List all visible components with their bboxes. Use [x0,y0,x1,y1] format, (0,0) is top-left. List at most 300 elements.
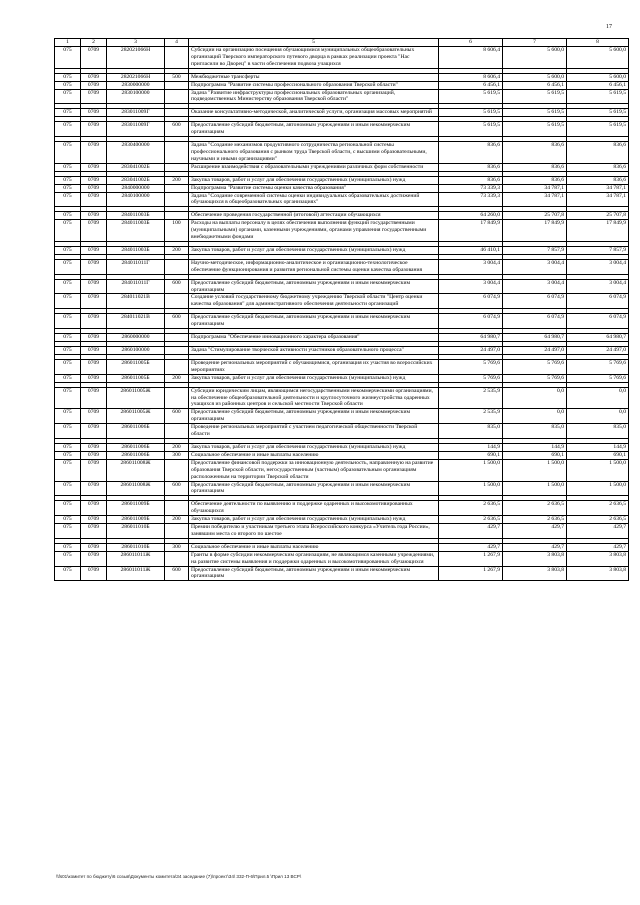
target-article-cell: 286011006Б [107,443,165,451]
admin-code-cell: 075 [55,81,81,89]
target-article-cell: 283041002Б [107,163,165,171]
admin-code-cell: 075 [55,142,81,164]
description-cell: Социальное обеспечение и иные выплаты населению [189,543,439,551]
expense-type-cell: 200 [165,443,189,451]
admin-code-cell: 075 [55,387,81,409]
amount-2019-cell: 0,0 [567,409,629,424]
expense-type-cell [165,142,189,164]
section-code-cell: 0709 [81,387,107,409]
admin-code-cell: 075 [55,220,81,242]
admin-code-cell: 075 [55,73,81,81]
amount-2018-cell: 5 619,5 [503,89,567,104]
table-row [55,501,629,516]
amount-2018-cell: 7 857,9 [503,246,567,254]
description-cell: Подпрограмма "Обеспечение инновационного характера образования" [189,334,439,342]
table-row [55,246,629,254]
expense-type-cell [165,424,189,439]
amount-2017-cell: 2 636,5 [439,501,503,516]
amount-2018-cell: 3 803,8 [503,566,567,581]
amount-2017-cell: 73 339,3 [439,192,503,207]
table-row [55,176,629,184]
table-row [55,73,629,81]
admin-code-cell: 075 [55,359,81,374]
amount-2019-cell: 3 004,4 [567,259,629,274]
amount-2018-cell: 144,9 [503,443,567,451]
amount-2018-cell: 429,7 [503,524,567,539]
table-row [55,551,629,566]
amount-2019-cell: 1 500,0 [567,459,629,481]
amount-2017-cell: 2 535,9 [439,409,503,424]
expense-type-cell: 200 [165,246,189,254]
table-row [55,347,629,355]
amount-2019-cell: 5 619,5 [567,109,629,117]
description-cell: Создание условий государственному бюджетному учреждению Тверской области "Центр оценки качества образования" для административного обеспечения деятельности организаций [189,294,439,309]
amount-2019-cell: 7 857,9 [567,246,629,254]
description-cell: Задача "Создание современной системы оценки индивидуальных образовательных достижений обучающихся в общеобразовательных организациях" [189,192,439,207]
expense-type-cell [165,163,189,171]
table-row [55,409,629,424]
amount-2019-cell: 429,7 [567,524,629,539]
section-code-cell: 0709 [81,374,107,382]
amount-2019-cell: 34 787,1 [567,184,629,192]
amount-2018-cell: 6 074,9 [503,314,567,329]
page-number: 17 [606,24,612,30]
amount-2017-cell: 17 849,9 [439,220,503,242]
section-code-cell: 0709 [81,81,107,89]
admin-code-cell: 075 [55,89,81,104]
expense-type-cell: 600 [165,566,189,581]
column-header: 5 [189,39,439,47]
description-cell: Субсидии на организацию посещения обучающимися муниципальных общеобразовательных организаций Тверского императорского путевого дворца в рамках реализации проекта "Нас пригласили во Дворец" в части обеспечения подвоза учащихся [189,47,439,69]
table-row [55,184,629,192]
amount-2018-cell: 1 500,0 [503,459,567,481]
target-article-cell: 283011009Г [107,122,165,137]
target-article-cell: 284011011Г [107,259,165,274]
amount-2017-cell: 836,6 [439,163,503,171]
admin-code-cell: 075 [55,566,81,581]
amount-2019-cell: 690,1 [567,451,629,459]
description-cell: Предоставление финансовой поддержки за инновационную деятельность, направленную на развитие образования Тверской области, негосударственным (частным) образовательным организациям расположенным на территории Тверской области [189,459,439,481]
table-row [55,109,629,117]
expense-type-cell: 600 [165,122,189,137]
admin-code-cell: 075 [55,246,81,254]
amount-2019-cell: 836,6 [567,176,629,184]
admin-code-cell: 075 [55,424,81,439]
target-article-cell: 286011006Б [107,424,165,439]
admin-code-cell: 075 [55,259,81,274]
amount-2019-cell: 6 074,9 [567,314,629,329]
amount-2017-cell: 6 074,9 [439,314,503,329]
admin-code-cell: 075 [55,122,81,137]
amount-2017-cell: 3 004,4 [439,259,503,274]
amount-2017-cell: 2 636,5 [439,516,503,524]
expense-type-cell: 600 [165,314,189,329]
admin-code-cell: 075 [55,409,81,424]
amount-2018-cell: 5 619,5 [503,109,567,117]
amount-2017-cell: 46 410,1 [439,246,503,254]
section-code-cell: 0709 [81,347,107,355]
section-code-cell: 0709 [81,516,107,524]
expense-type-cell [165,294,189,309]
amount-2019-cell: 5 619,5 [567,89,629,104]
amount-2019-cell: 6 456,1 [567,81,629,89]
amount-2017-cell: 8 606,4 [439,73,503,81]
expense-type-cell: 600 [165,409,189,424]
description-cell: Субсидии юридическим лицам, являющимся негосударственными некоммерческими организациями, на обеспечение общеобразовательной деятельности и круглосуточного жизнеустройства одаренных учащихся из районных центров и сельской местности Тверской области [189,387,439,409]
amount-2017-cell: 690,1 [439,451,503,459]
target-article-cell: 284011021В [107,294,165,309]
target-article-cell: 2830000000 [107,81,165,89]
admin-code-cell: 075 [55,374,81,382]
section-code-cell: 0709 [81,451,107,459]
admin-code-cell: 075 [55,279,81,294]
target-article-cell: 2840100000 [107,192,165,207]
section-code-cell: 0709 [81,212,107,220]
amount-2017-cell: 64 260,0 [439,212,503,220]
admin-code-cell: 075 [55,212,81,220]
table-row [55,481,629,496]
admin-code-cell: 075 [55,47,81,69]
budget-table [54,38,629,581]
description-cell: Премии победителю и участникам третьего этапа Всероссийского конкурса «Учитель года России», занявшим места со второго по шестое [189,524,439,539]
amount-2017-cell: 5 769,6 [439,359,503,374]
target-article-cell: 286011008Ж [107,459,165,481]
target-article-cell: 283011009Г [107,109,165,117]
section-code-cell: 0709 [81,443,107,451]
amount-2018-cell: 836,6 [503,142,567,164]
description-cell: Расширение взаимодействия с образовательными учреждениями различных форм собственности [189,163,439,171]
target-article-cell: 284011021В [107,314,165,329]
amount-2019-cell: 5 600,0 [567,73,629,81]
table-row [55,459,629,481]
section-code-cell: 0709 [81,109,107,117]
amount-2019-cell: 144,9 [567,443,629,451]
admin-code-cell: 075 [55,481,81,496]
expense-type-cell [165,81,189,89]
admin-code-cell: 075 [55,334,81,342]
column-header: 7 [503,39,567,47]
target-article-cell: 286011009Б [107,501,165,516]
column-header: 4 [165,39,189,47]
admin-code-cell: 075 [55,163,81,171]
table-row [55,543,629,551]
column-header: 6 [439,39,503,47]
table-row [55,374,629,382]
amount-2018-cell: 5 600,0 [503,47,567,69]
target-article-cell: 2860100000 [107,347,165,355]
admin-code-cell: 075 [55,192,81,207]
table-row [55,259,629,274]
table-row [55,212,629,220]
description-cell: Закупка товаров, работ и услуг для обеспечения государственных (муниципальных) нужд [189,374,439,382]
section-code-cell: 0709 [81,220,107,242]
description-cell: Задача "Создание механизмов продуктивного сотрудничества региональной системы профессионального образования с рынком труда Тверской области, с высшими образовательными, научными и иными организациями" [189,142,439,164]
target-article-cell: 284011003Б [107,220,165,242]
description-cell: Задача "Развитие инфраструктуры профессиональных образовательных организаций, подведомственных Министерству образования Тверской области" [189,89,439,104]
table-row [55,314,629,329]
expense-type-cell [165,501,189,516]
amount-2019-cell: 3 803,8 [567,566,629,581]
amount-2018-cell: 17 849,9 [503,220,567,242]
amount-2019-cell: 5 600,0 [567,47,629,69]
amount-2017-cell: 429,7 [439,524,503,539]
description-cell: Закупка товаров, работ и услуг для обеспечения государственных (муниципальных) нужд [189,246,439,254]
amount-2019-cell: 2 636,5 [567,516,629,524]
table-row [55,424,629,439]
description-cell: Обеспечение проведения государственной (итоговой) аттестации обучающихся [189,212,439,220]
expense-type-cell [165,524,189,539]
table-row [55,81,629,89]
expense-type-cell [165,459,189,481]
amount-2018-cell: 25 707,8 [503,212,567,220]
target-article-cell: 284011003Б [107,212,165,220]
table-row [55,294,629,309]
amount-2017-cell: 5 619,5 [439,109,503,117]
section-code-cell: 0709 [81,122,107,137]
expense-type-cell [165,259,189,274]
amount-2018-cell: 3 004,4 [503,279,567,294]
target-article-cell: 286011008Ж [107,481,165,496]
target-article-cell: 286011006Б [107,451,165,459]
admin-code-cell: 075 [55,551,81,566]
amount-2018-cell: 690,1 [503,451,567,459]
admin-code-cell: 075 [55,524,81,539]
amount-2018-cell: 5 619,5 [503,122,567,137]
expense-type-cell: 600 [165,481,189,496]
amount-2019-cell: 836,6 [567,142,629,164]
target-article-cell: 286011011Ж [107,551,165,566]
description-cell: Задача "Стимулирование творческой активности участников образовательного процесса" [189,347,439,355]
expense-type-cell: 200 [165,374,189,382]
amount-2017-cell: 836,6 [439,142,503,164]
target-article-cell: 284011011Г [107,279,165,294]
table-row [55,334,629,342]
amount-2017-cell: 1 500,0 [439,459,503,481]
expense-type-cell: 200 [165,176,189,184]
description-cell: Предоставление субсидий бюджетным, автономным учреждениям и иным некоммерческим организациям [189,314,439,329]
amount-2018-cell: 6 456,1 [503,81,567,89]
section-code-cell: 0709 [81,47,107,69]
table-row [55,524,629,539]
amount-2018-cell: 836,6 [503,163,567,171]
amount-2019-cell: 6 074,9 [567,294,629,309]
table-body [55,47,629,581]
amount-2018-cell: 24 497,0 [503,347,567,355]
expense-type-cell: 100 [165,220,189,242]
expense-type-cell: 500 [165,73,189,81]
expense-type-cell [165,334,189,342]
table-row [55,566,629,581]
admin-code-cell: 075 [55,501,81,516]
target-article-cell: 286011011Ж [107,566,165,581]
amount-2017-cell: 836,6 [439,176,503,184]
amount-2018-cell: 2 636,5 [503,516,567,524]
description-cell: Проведение региональных мероприятий с обучающимися, организация их участия во всероссийских мероприятиях [189,359,439,374]
table-row [55,443,629,451]
amount-2019-cell: 5 619,5 [567,122,629,137]
amount-2018-cell: 429,7 [503,543,567,551]
amount-2017-cell: 1 267,9 [439,566,503,581]
amount-2017-cell: 2 535,9 [439,387,503,409]
target-article-cell: 2860000000 [107,334,165,342]
section-code-cell: 0709 [81,551,107,566]
expense-type-cell [165,212,189,220]
admin-code-cell: 075 [55,347,81,355]
table-row [55,359,629,374]
description-cell: Оказание консультативно-методической, аналитической услуги, организация массовых мероприятий [189,109,439,117]
target-article-cell: 286011005Ж [107,387,165,409]
description-cell: Межбюджетные трансферты [189,73,439,81]
table-row [55,122,629,137]
amount-2019-cell: 5 769,6 [567,374,629,382]
table-row [55,516,629,524]
amount-2017-cell: 5 619,5 [439,122,503,137]
description-cell: Закупка товаров, работ и услуг для обеспечения государственных (муниципальных) нужд [189,176,439,184]
admin-code-cell: 075 [55,176,81,184]
section-code-cell: 0709 [81,246,107,254]
target-article-cell: 283041002Б [107,176,165,184]
amount-2017-cell: 5 619,5 [439,89,503,104]
admin-code-cell: 075 [55,109,81,117]
expense-type-cell [165,192,189,207]
table-row [55,220,629,242]
description-cell: Научно-методическое, информационно-аналитическое и организационно-технологическое обеспечение функционирования и развития региональной системы оценки качества образования [189,259,439,274]
table-row [55,89,629,104]
section-code-cell: 0709 [81,279,107,294]
amount-2018-cell: 6 074,9 [503,294,567,309]
section-code-cell: 0709 [81,424,107,439]
amount-2018-cell: 64 980,7 [503,334,567,342]
table-row [55,279,629,294]
amount-2017-cell: 6 074,9 [439,294,503,309]
amount-2019-cell: 3 803,8 [567,551,629,566]
amount-2018-cell: 34 787,1 [503,184,567,192]
amount-2019-cell: 2 636,5 [567,501,629,516]
description-cell: Гранты в форме субсидии некоммерческим организациям, не являющимся казенными учреждениями, на развитие системы выявления и поддержки одаренных и высокомотивированных обучающихся [189,551,439,566]
description-cell: Предоставление субсидий бюджетным, автономным учреждениям и иным некоммерческим организациям [189,279,439,294]
section-code-cell: 0709 [81,481,107,496]
amount-2018-cell: 3 004,4 [503,259,567,274]
amount-2019-cell: 5 769,6 [567,359,629,374]
section-code-cell: 0709 [81,566,107,581]
description-cell: Предоставление субсидий бюджетным, автономным учреждениям и иным некоммерческим организациям [189,481,439,496]
admin-code-cell: 075 [55,516,81,524]
section-code-cell: 0709 [81,73,107,81]
admin-code-cell: 075 [55,314,81,329]
amount-2018-cell: 3 803,8 [503,551,567,566]
description-cell: Закупка товаров, работ и услуг для обеспечения государственных (муниципальных) нужд [189,516,439,524]
expense-type-cell: 600 [165,279,189,294]
amount-2019-cell: 0,0 [567,387,629,409]
amount-2019-cell: 3 004,4 [567,279,629,294]
amount-2019-cell: 835,0 [567,424,629,439]
amount-2019-cell: 429,7 [567,543,629,551]
file-path-footer: \\fs01\комитет по бюджету\6 созыв\Документы комитета\34 заседание (7)\проект\34\ 332-П-6\Прил.5 \Прил 13 ВСР\ [56,874,302,879]
expense-type-cell: 300 [165,451,189,459]
target-article-cell: 2830100000 [107,89,165,104]
amount-2018-cell: 34 787,1 [503,192,567,207]
section-code-cell: 0709 [81,89,107,104]
description-cell: Предоставление субсидий бюджетным, автономным учреждениям и иным некоммерческим организациям [189,566,439,581]
column-header: 3 [107,39,165,47]
admin-code-cell: 075 [55,459,81,481]
section-code-cell: 0709 [81,176,107,184]
expense-type-cell: 200 [165,516,189,524]
amount-2017-cell: 1 267,9 [439,551,503,566]
section-code-cell: 0709 [81,142,107,164]
description-cell: Обеспечение деятельности по выявлению и поддержке одаренных и высокомотивированных обучающихся [189,501,439,516]
description-cell: Предоставление субсидий бюджетным, автономным учреждениям и иным некоммерческим организациям [189,409,439,424]
amount-2017-cell: 835,0 [439,424,503,439]
expense-type-cell [165,347,189,355]
amount-2018-cell: 0,0 [503,387,567,409]
amount-2018-cell: 2 636,5 [503,501,567,516]
section-code-cell: 0709 [81,184,107,192]
section-code-cell: 0709 [81,524,107,539]
description-cell: Подпрограмма "Развитие системы оценки качества образования" [189,184,439,192]
target-article-cell: 282021066Н [107,73,165,81]
amount-2018-cell: 835,0 [503,424,567,439]
amount-2018-cell: 5 769,6 [503,374,567,382]
expense-type-cell [165,551,189,566]
target-article-cell: 286011005Ж [107,409,165,424]
amount-2017-cell: 144,9 [439,443,503,451]
section-code-cell: 0709 [81,192,107,207]
section-code-cell: 0709 [81,359,107,374]
target-article-cell: 2830400000 [107,142,165,164]
section-code-cell: 0709 [81,409,107,424]
amount-2017-cell: 24 497,0 [439,347,503,355]
admin-code-cell: 075 [55,294,81,309]
amount-2018-cell: 5 769,6 [503,359,567,374]
section-code-cell: 0709 [81,259,107,274]
expense-type-cell [165,109,189,117]
admin-code-cell: 075 [55,543,81,551]
admin-code-cell: 075 [55,451,81,459]
expense-type-cell: 300 [165,543,189,551]
column-header: 1 [55,39,81,47]
amount-2017-cell: 6 456,1 [439,81,503,89]
amount-2018-cell: 5 600,0 [503,73,567,81]
expense-type-cell [165,47,189,69]
amount-2017-cell: 3 004,4 [439,279,503,294]
target-article-cell: 286011010Б [107,524,165,539]
expense-type-cell [165,387,189,409]
target-article-cell: 286011009Б [107,516,165,524]
amount-2019-cell: 64 980,7 [567,334,629,342]
table-row [55,163,629,171]
amount-2017-cell: 5 769,6 [439,374,503,382]
target-article-cell: 286011005Б [107,374,165,382]
section-code-cell: 0709 [81,294,107,309]
amount-2017-cell: 8 606,4 [439,47,503,69]
table-row [55,387,629,409]
expense-type-cell [165,89,189,104]
section-code-cell: 0709 [81,543,107,551]
admin-code-cell: 075 [55,443,81,451]
target-article-cell: 2840000000 [107,184,165,192]
description-cell: Закупка товаров, работ и услуг для обеспечения государственных (муниципальных) нужд [189,443,439,451]
section-code-cell: 0709 [81,459,107,481]
table-row [55,192,629,207]
description-cell: Расходы на выплаты персоналу в целях обеспечения выполнения функций государственными (муниципальными) органами, казенными учреждениями, органами управления государственными внебюджетными фондами [189,220,439,242]
target-article-cell: 286011010Б [107,543,165,551]
description-cell: Предоставление субсидий бюджетным, автономным учреждениям и иным некоммерческим организациям [189,122,439,137]
amount-2018-cell: 1 500,0 [503,481,567,496]
table-row [55,47,629,69]
description-cell: Подпрограмма "Развитие системы профессионального образования Тверской области" [189,81,439,89]
target-article-cell: 284011003Б [107,246,165,254]
